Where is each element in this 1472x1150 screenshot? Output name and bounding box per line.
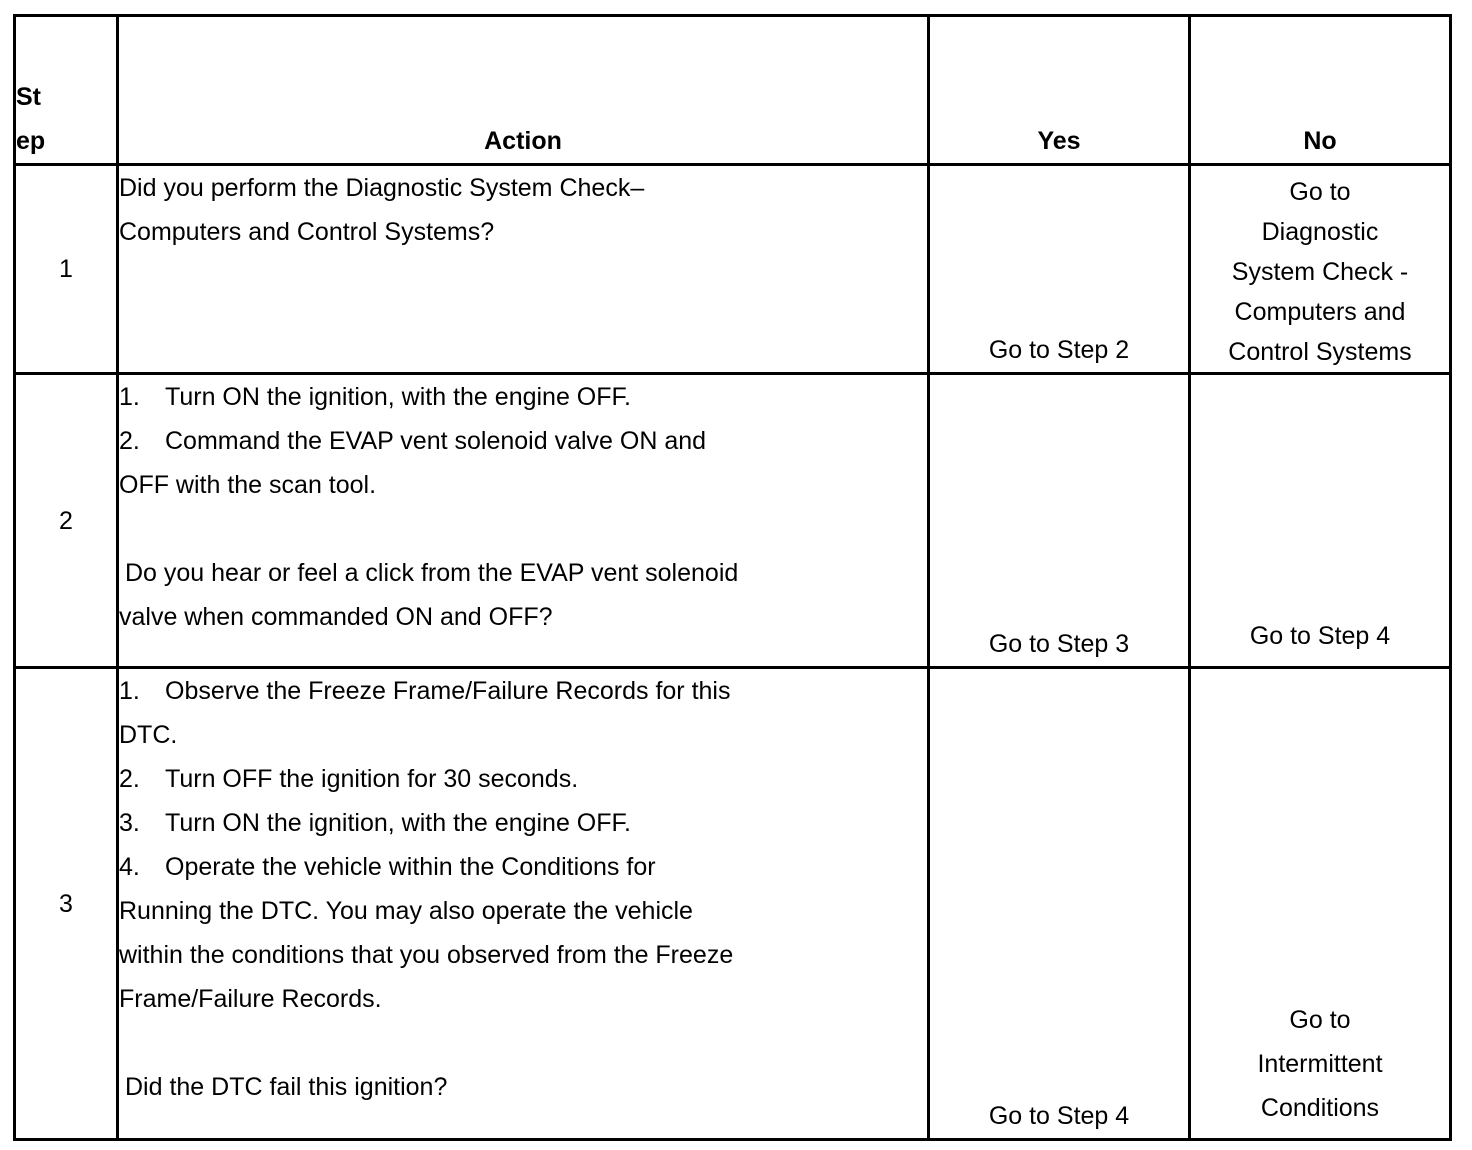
header-no: No xyxy=(1190,16,1451,165)
table-row-step-2 xyxy=(15,374,1451,668)
diagnostic-table xyxy=(13,14,1452,1141)
header-step: St ep xyxy=(15,16,118,165)
step-number: 2 xyxy=(15,374,118,668)
header-yes: Yes xyxy=(929,16,1190,165)
action-cell: 1. Turn ON the ignition, with the engine OFF. 2. Command the EVAP vent solenoid valve ON and OFF with the scan tool. Do you hear or feel a click from the EVAP vent solenoid valve when commanded ON and OFF? xyxy=(118,374,929,668)
yes-cell: Go to Step 4 xyxy=(929,668,1190,1140)
action-cell: 1. Observe the Freeze Frame/Failure Records for this DTC. 2. Turn OFF the ignition for 30 seconds. 3. Turn ON the ignition, with the engine OFF. 4. Operate the vehicle within the Conditions for Running the DTC. You may also operate the vehicle within the conditions that you observed from the Freeze Frame/Failure Records. Did the DTC fail this ignition? xyxy=(118,668,929,1140)
yes-cell: Go to Step 2 xyxy=(929,165,1190,374)
header-action: Action xyxy=(118,16,929,165)
step-number: 3 xyxy=(15,668,118,1140)
action-cell: Did you perform the Diagnostic System Check– Computers and Control Systems? xyxy=(118,165,929,374)
table-row-step-1 xyxy=(15,165,1451,374)
table-row-step-3 xyxy=(15,668,1451,1140)
no-cell: Go to Diagnostic System Check - Computers and Control Systems xyxy=(1190,165,1451,374)
no-cell: Go to Intermittent Conditions xyxy=(1190,668,1451,1140)
no-cell: Go to Step 4 xyxy=(1190,374,1451,668)
yes-cell: Go to Step 3 xyxy=(929,374,1190,668)
header-row xyxy=(15,16,1451,165)
step-number: 1 xyxy=(15,165,118,374)
